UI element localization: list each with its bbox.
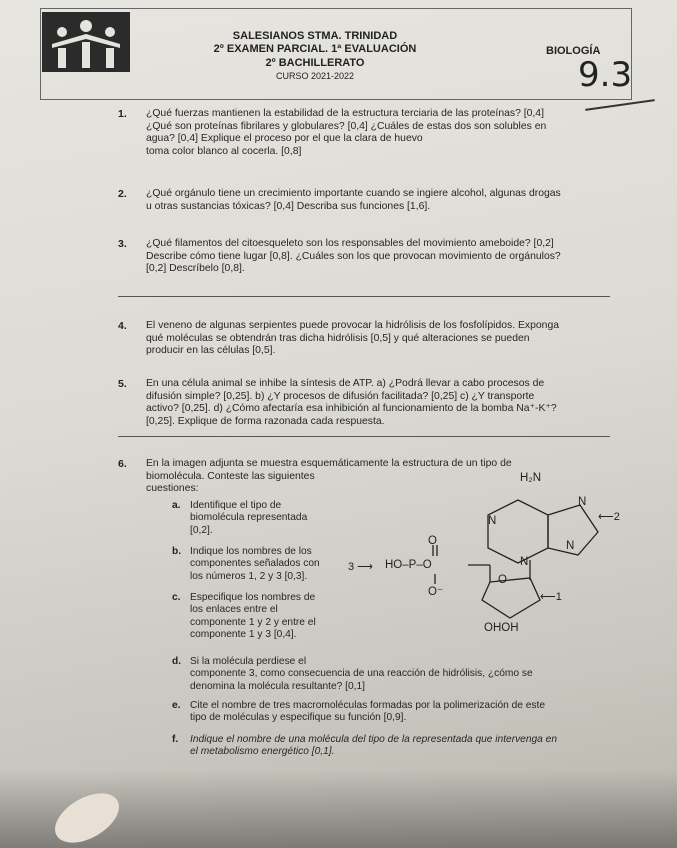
subject: BIOLOGÍA [546,45,601,57]
subquestion-c [190,592,316,642]
label-number: 3 [348,561,355,573]
question-line: Describe cómo tiene lugar [0,8]. ¿Cuáles son los que provocan movimiento de orgánulos? [146,250,561,262]
question-line: difusión simple? [0,25]. b) ¿Y procesos de difusión facilitada? [0,25] c) ¿Y transporte [146,390,535,402]
label-number: 2 [613,511,620,523]
ribose-ring [482,578,540,618]
ring-oxygen: O [498,574,507,586]
question-line: los enlaces entre el [190,604,278,616]
nitrogen-atom: N [566,540,575,552]
subquestion-letter: e. [172,700,181,711]
subquestion-f [190,734,557,759]
subquestion-a [190,500,307,537]
question-number: 3. [118,238,127,250]
subquestion-letter: c. [172,592,181,603]
question-line: componente 1 y 2 y entre el [190,616,316,628]
phosphate-group: HO–P–O [385,559,432,571]
question-line: Identifique el tipo de [190,500,282,511]
question-line: ¿Qué fuerzas mantienen la estabilidad de la estructura terciaria de las proteínas? [0,4] [146,108,544,119]
question-line: ¿Qué orgánulo tiene un crecimiento importante cuando se ingiere alcohol, algunas drogas [146,188,561,199]
question-line: activo? [0,25]. d) ¿Cómo afectaría esa inhibición al funcionamiento de la bomba Na⁺-K⁺? [146,403,557,415]
question-line: biomolécula representada [190,512,308,524]
question-line: qué moléculas se obtendrán tras dicha hidrólisis [0,5] y qué alteraciones se pueden [146,332,530,344]
question-line: componente 3, como consecuencia de una reacción de hidrólisis, ¿cómo se [190,668,533,680]
subquestion-letter: d. [172,656,182,667]
question-line: biomolécula. Conteste las siguientes [146,470,315,482]
question-2-text [146,188,561,213]
nitrogen-atom: N [520,556,529,568]
question-number: 5. [118,378,127,390]
question-line: Indique el nombre de una molécula del tipo de la representada que intervenga en [190,734,558,745]
subquestion-letter: f. [172,734,179,745]
question-line: toma color blanco al cocerla. [0,8] [146,145,302,157]
question-line: componentes señalados con [190,558,320,570]
label-3: 3 ⟶ [348,561,373,573]
question-line: los números 1, 2 y 3 [0,3]. [190,570,308,582]
question-line: [0,25]. Explique de forma razonada cada respuesta. [146,415,385,427]
question-line: En la imagen adjunta se muestra esquemáticamente la estructura de un tipo de [146,458,512,469]
question-number: 1. [118,108,127,120]
question-line: En una célula animal se inhibe la síntesis de ATP. a) ¿Podrá llevar a cabo procesos de [146,378,545,389]
amino-group: H₂N [520,472,542,484]
school-name: SALESIANOS STMA. TRINIDAD [232,30,398,42]
question-line: [0,2]. [190,524,213,536]
handwritten-grade: 9.3 [578,55,633,95]
question-line: Si la molécula perdiese el [190,656,307,667]
question-number: 4. [118,320,127,332]
question-line: [0,2] Descríbelo [0,8]. [146,263,245,275]
separator-line [118,436,610,437]
question-line: producir en las células [0,5]. [146,345,276,357]
question-line: tipo de moléculas y especifique su función [0,9]. [190,712,407,724]
label-1: ⟵1 [540,591,562,603]
subquestion-letter: a. [172,500,181,511]
label-2: ⟵2 [598,511,620,523]
grade-underline [585,99,655,111]
nitrogen-atom: N [578,496,587,508]
question-line: ¿Qué filamentos del citoesqueleto son los responsables del movimiento ameboide? [0,2] [146,238,554,249]
question-line: cuestiones: [146,483,199,495]
question-3-text [146,238,561,276]
question-5-text [146,378,557,428]
question-line: Indique los nombres de los [190,546,312,557]
oxygen-anion: O⁻ [428,586,444,598]
question-line: u otras sustancias tóxicas? [0,4] Describa sus funciones [1,6]. [146,200,431,212]
question-4-text [146,320,559,358]
question-line: componente 1 y 3 [0,4]. [190,629,297,641]
question-line: ¿Qué son proteínas fibrilares y globulares? [0,4] ¿Cuáles de estas dos son solubles en [146,120,547,132]
question-line: Especifique los nombres de [190,592,316,603]
question-line: El veneno de algunas serpientes puede provocar la hidrólisis de los fosfolípidos. Exponga [146,320,560,331]
separator-line [118,296,610,297]
oxygen-atom: O [428,535,437,547]
exam-title: 2º EXAMEN PARCIAL. 1ª EVALUACIÓN [213,43,417,55]
subquestion-d [190,656,533,693]
course-year: CURSO 2021-2022 [275,71,355,81]
nitrogen-atom: N [488,515,497,527]
question-line: denomina la molécula resultante? [0,1] [190,680,365,692]
question-line: Cite el nombre de tres macromoléculas formadas por la polimerización de este [190,700,546,711]
label-number: 1 [555,591,562,603]
school-logo [42,12,130,72]
hydroxyl-groups: OHOH [484,622,519,634]
subquestion-letter: b. [172,546,182,557]
question-number: 2. [118,188,127,200]
question-number: 6. [118,458,127,470]
subquestion-e [190,700,545,725]
level: 2º BACHILLERATO [265,57,365,69]
subquestion-b [190,546,320,583]
question-line: agua? [0,4] Explique el proceso por el que la clara de huevo [146,133,423,145]
pyrimidine-ring [488,500,548,563]
question-line: el metabolismo energético [0,1]. [190,746,335,758]
question-1-text [146,108,546,158]
